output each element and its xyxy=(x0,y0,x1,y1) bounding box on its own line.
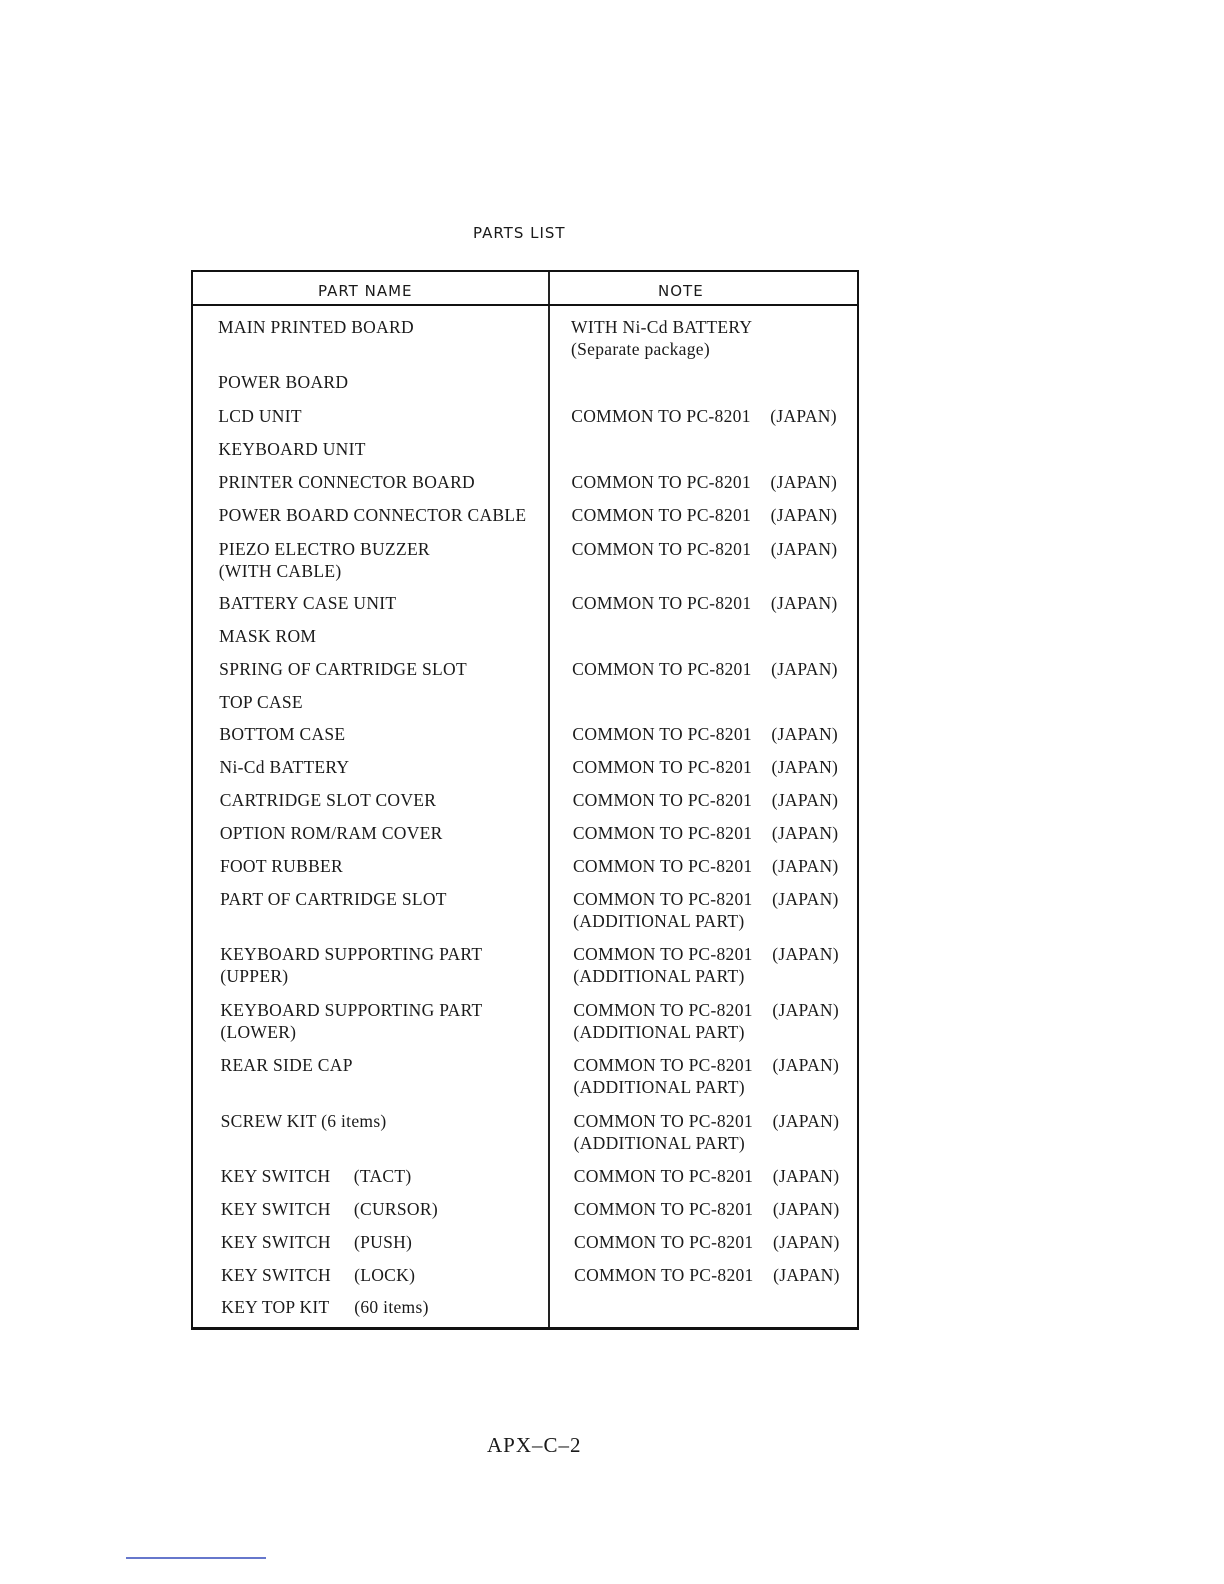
note-text xyxy=(573,943,753,987)
note-line-continued: (ADDITIONAL PART) xyxy=(573,911,745,931)
note-text xyxy=(572,471,752,493)
part-name xyxy=(218,316,414,338)
region-text: (JAPAN) xyxy=(771,856,839,876)
region-text: (JAPAN) xyxy=(770,505,838,525)
part-name xyxy=(220,999,482,1043)
note-line: COMMON TO PC-8201 xyxy=(572,856,753,876)
region-text: (JAPAN) xyxy=(772,1055,840,1075)
note-line: WITH Ni-Cd BATTERY xyxy=(571,317,753,337)
part-name-text: KEY TOP KIT xyxy=(221,1297,330,1317)
note-line: COMMON TO PC-8201 xyxy=(573,1232,754,1252)
note-text xyxy=(573,789,753,811)
part-name xyxy=(219,625,316,647)
part-name-text: CARTRIDGE SLOT COVER xyxy=(219,790,437,810)
note-text xyxy=(574,1198,754,1220)
note-text xyxy=(573,1054,753,1098)
region-text: (JAPAN) xyxy=(773,1265,840,1285)
note-line: COMMON TO PC-8201 xyxy=(572,659,752,679)
part-name xyxy=(220,1165,412,1187)
note-line: COMMON TO PC-8201 xyxy=(572,823,753,843)
part-name xyxy=(219,691,303,713)
region-text: (JAPAN) xyxy=(771,823,839,843)
part-name-text: TOP CASE xyxy=(219,692,303,712)
part-name-text: KEYBOARD SUPPORTING PART xyxy=(220,1000,483,1020)
part-name xyxy=(218,405,302,427)
region-text: (JAPAN) xyxy=(772,1000,839,1020)
part-name xyxy=(221,1110,387,1132)
note-text xyxy=(574,1264,754,1286)
part-name xyxy=(221,1264,416,1286)
part-name-text: KEY SWITCH xyxy=(221,1265,331,1285)
part-name-text: LCD UNIT xyxy=(218,406,302,426)
part-name-text: MASK ROM xyxy=(219,626,317,646)
part-name xyxy=(220,789,437,811)
region-text: (JAPAN) xyxy=(770,406,837,426)
note-line: COMMON TO PC-8201 xyxy=(574,1265,754,1285)
part-name xyxy=(220,1198,438,1220)
part-name-text: Ni-Cd BATTERY xyxy=(219,757,350,777)
region-text: (JAPAN) xyxy=(772,889,839,909)
note-line-continued: (ADDITIONAL PART) xyxy=(573,1022,745,1042)
part-name xyxy=(220,888,447,910)
part-name xyxy=(220,1054,352,1076)
part-name xyxy=(220,822,443,844)
part-name-text: PART OF CARTRIDGE SLOT xyxy=(220,889,447,909)
part-name xyxy=(219,504,527,526)
part-name xyxy=(219,538,430,582)
part-variant: (60 items) xyxy=(354,1297,429,1317)
note-text xyxy=(574,1110,754,1154)
part-name xyxy=(220,855,343,877)
note-line: COMMON TO PC-8201 xyxy=(571,472,752,492)
note-text xyxy=(573,822,753,844)
part-name xyxy=(221,1296,429,1318)
note-line: COMMON TO PC-8201 xyxy=(571,505,752,525)
note-line: COMMON TO PC-8201 xyxy=(572,724,752,744)
region-text: (JAPAN) xyxy=(771,659,838,679)
note-line: COMMON TO PC-8201 xyxy=(573,1000,753,1020)
note-text xyxy=(573,855,753,877)
note-line-continued: (ADDITIONAL PART) xyxy=(573,966,745,986)
region-text: (JAPAN) xyxy=(771,790,839,810)
part-name xyxy=(218,371,348,393)
region-text: (JAPAN) xyxy=(770,593,838,613)
region-text: (JAPAN) xyxy=(772,1199,840,1219)
note-text xyxy=(571,405,751,427)
column-divider xyxy=(548,272,550,1327)
region-text: (JAPAN) xyxy=(770,472,838,492)
part-name-text: SPRING OF CARTRIDGE SLOT xyxy=(219,659,467,679)
part-variant: (CURSOR) xyxy=(353,1199,438,1219)
note-text xyxy=(572,538,752,560)
part-name-continued: (UPPER) xyxy=(220,966,289,986)
note-line: COMMON TO PC-8201 xyxy=(573,1199,754,1219)
page-title: PARTS LIST xyxy=(473,224,566,242)
part-name xyxy=(219,723,345,745)
region-text: (JAPAN) xyxy=(770,539,838,559)
note-line: COMMON TO PC-8201 xyxy=(573,944,753,964)
note-text xyxy=(573,756,753,778)
note-line-continued: (ADDITIONAL PART) xyxy=(573,1077,745,1097)
part-name xyxy=(218,438,365,460)
region-text: (JAPAN) xyxy=(771,724,839,744)
note-line-continued: (Separate package) xyxy=(571,339,710,359)
note-line: COMMON TO PC-8201 xyxy=(572,790,753,810)
region-text: (JAPAN) xyxy=(772,1166,840,1186)
part-name xyxy=(219,658,467,680)
page-number: APX–C–2 xyxy=(487,1433,582,1457)
part-name-text: BATTERY CASE UNIT xyxy=(218,593,397,613)
header-note: NOTE xyxy=(658,282,704,300)
part-name-text: PIEZO ELECTRO BUZZER xyxy=(218,539,430,559)
part-name xyxy=(220,943,482,987)
region-text: (JAPAN) xyxy=(772,1111,840,1131)
part-variant: (PUSH) xyxy=(353,1232,413,1252)
part-name-text: KEY SWITCH xyxy=(220,1199,331,1219)
note-text xyxy=(572,504,752,526)
note-text xyxy=(571,316,752,360)
region-text: (JAPAN) xyxy=(771,757,839,777)
note-line: COMMON TO PC-8201 xyxy=(573,1055,753,1075)
part-name-text: PRINTER CONNECTOR BOARD xyxy=(218,472,475,492)
part-name-text: FOOT RUBBER xyxy=(219,856,344,876)
note-line: COMMON TO PC-8201 xyxy=(573,1111,754,1131)
part-variant: (TACT) xyxy=(353,1166,412,1186)
note-line: COMMON TO PC-8201 xyxy=(572,757,753,777)
footnote-rule xyxy=(126,1557,266,1559)
part-name-text: KEY SWITCH xyxy=(220,1232,331,1252)
region-text: (JAPAN) xyxy=(772,944,839,964)
header-part-name: PART NAME xyxy=(318,282,413,300)
note-text xyxy=(572,658,752,680)
parts-table xyxy=(191,270,859,1330)
part-name-text: BOTTOM CASE xyxy=(219,724,346,744)
part-name-text: REAR SIDE CAP xyxy=(220,1055,353,1075)
part-name-text: KEY SWITCH xyxy=(220,1166,331,1186)
part-name xyxy=(219,471,475,493)
note-text xyxy=(574,1231,754,1253)
note-text xyxy=(572,592,752,614)
part-name xyxy=(219,592,397,614)
part-variant: (LOCK) xyxy=(354,1265,416,1285)
note-line: COMMON TO PC-8201 xyxy=(571,406,751,426)
note-line: COMMON TO PC-8201 xyxy=(573,1166,754,1186)
note-text xyxy=(573,888,753,932)
header-rule xyxy=(193,304,857,306)
part-name-text: KEYBOARD SUPPORTING PART xyxy=(220,944,483,964)
part-name-continued: (WITH CABLE) xyxy=(218,561,342,581)
note-text xyxy=(573,999,753,1043)
note-line: COMMON TO PC-8201 xyxy=(573,889,753,909)
note-text xyxy=(572,723,752,745)
part-name-continued: (LOWER) xyxy=(220,1022,297,1042)
part-name-text: POWER BOARD xyxy=(218,372,349,392)
part-name-text: MAIN PRINTED BOARD xyxy=(218,317,414,337)
part-name-text: OPTION ROM/RAM COVER xyxy=(219,823,443,843)
part-name xyxy=(220,1231,413,1253)
part-name-text: KEYBOARD UNIT xyxy=(218,439,366,459)
note-line: COMMON TO PC-8201 xyxy=(571,539,752,559)
region-text: (JAPAN) xyxy=(772,1232,840,1252)
part-name-text: SCREW KIT (6 items) xyxy=(220,1111,387,1131)
note-text xyxy=(574,1165,754,1187)
part-name-text: POWER BOARD CONNECTOR CABLE xyxy=(218,505,527,525)
note-line: COMMON TO PC-8201 xyxy=(571,593,752,613)
note-line-continued: (ADDITIONAL PART) xyxy=(573,1133,746,1153)
part-name xyxy=(220,756,350,778)
